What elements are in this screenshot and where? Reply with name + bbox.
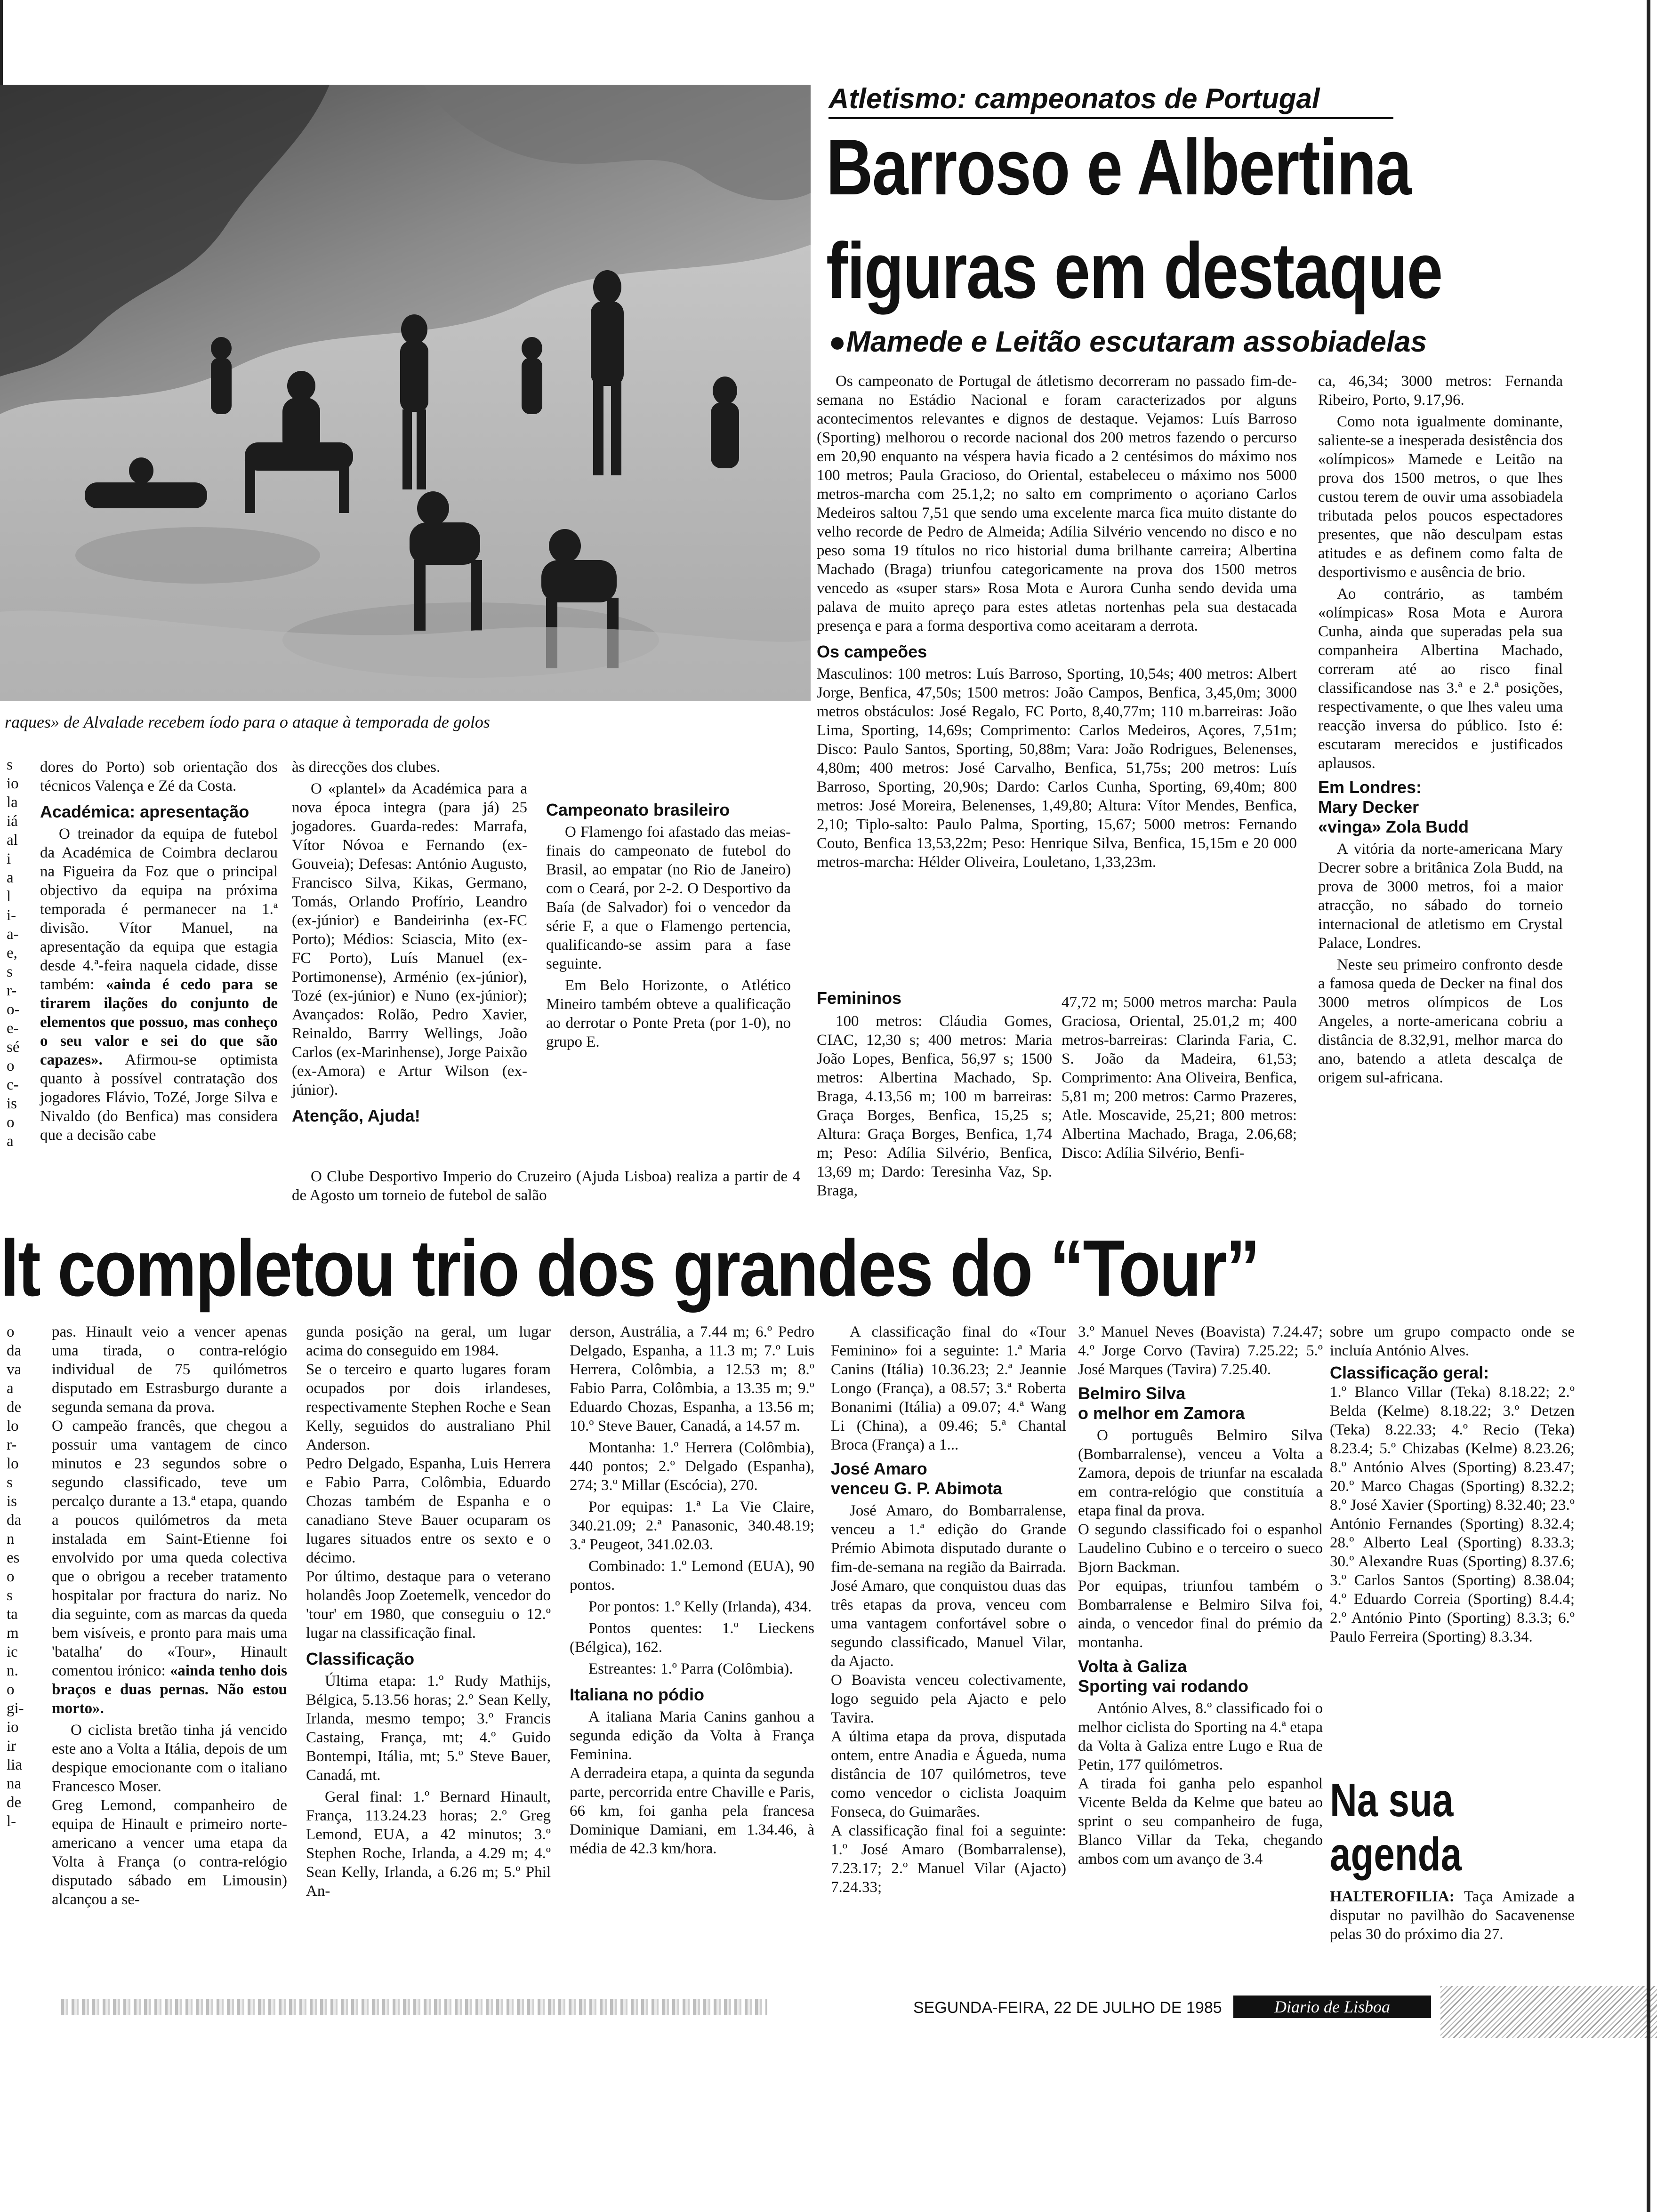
- agenda-heading-1: Na sua: [1330, 1774, 1454, 1827]
- futebol-col3-a: O Flamengo foi afastado das meias-finais do campeonato de futebol do Brasil, ao empatar (no Rio de Janeiro) com o Ceará, por 2-2. O Desportivo da Baía (de Salvador) foi o vencedor da série F, a que o Flamengo pertencia, qualificando-se assim para a fase seguinte.: [546, 824, 791, 972]
- femininos-heading: Femininos: [817, 988, 902, 1008]
- galiza-heading-2: Sporting vai rodando: [1078, 1676, 1249, 1696]
- tour-headline: lt completou trio dos grandes do “Tour”: [0, 1224, 1259, 1313]
- tour-classificacao-heading: Classificação: [306, 1649, 415, 1668]
- galiza-heading-1: Volta à Galiza: [1078, 1657, 1187, 1676]
- tour-col4: [831, 1322, 1066, 1899]
- tour-col1-body: pas. Hinault veio a vencer apenas uma tirada, o contra-relógio individual de 75 quilómetros disputado em Estrasburgo durante a segunda semana da prova. O campeão francês, que chegou a possuir uma vantagem de cinco minutos e 23 segundos sobre o segundo classificado, teve um percalço durante a 13.ª etapa, quando a poucos quilómetros da meta instalada em Saint-Etienne foi envolvido por uma queda colectiva que o obrigou a receber tratamento hospitalar por fractura do nariz. No dia seguinte, com as marcas da queda bem visíveis, e pronto para mais uma 'batalha' do «Tour», Hinault comentou irónico:: [52, 1323, 287, 1679]
- tour-col2-text: gunda posição na geral, um lugar acima do conseguido em 1984. Se o terceiro e quarto lugares foram ocupados por dois irlandeses, respectivamente Stephen Roche e Sean Kelly, seguidos do australiano Phil Anderson. Pedro Delgado, Espanha, Luis Herrera e Fabio Parra, Colômbia, Eduardo Chozas também de Espanha e o canadiano Steve Bauer ocuparam os lugares situados entre os sexto e o décimo. Por último, destaque para o veterano holandês Joop Zoetemelk, vencedor do 'tour' em 1980, que conseguiu o 12.º lugar na classificação final.: [306, 1323, 551, 1642]
- margin-fragment: s: [7, 1587, 13, 1604]
- atencao-heading: Atenção, Ajuda!: [292, 1106, 420, 1125]
- margin-fragment: s: [7, 1474, 13, 1491]
- tour-col5-c: António Alves, 8.º classificado foi o melhor ciclista do Sporting na 4.ª etapa da Volta à Galiza entre Lugo e Rua de Petin, 177 quilómetros. A tirada foi ganha pelo espanhol Vicente Belda da Kelme que bateu ao sprint o seu companheiro de fuga, Blanco Villar da Teka, chegando ambos com um avanço de 3.4: [1078, 1700, 1323, 1867]
- londres-heading-2: Mary Decker: [1318, 797, 1419, 817]
- campeoes-heading: Os campeões: [817, 642, 927, 661]
- tour-col4-b: José Amaro, do Bombarralense, venceu a 1.ª edição do Grande Prémio Abimota disputado durante o fim-de-semana na região da Bairrada. José Amaro, que conquistou duas das três etapas da prova, venceu com uma vantagem confortável sobre o segundo classificado, Manuel Vilar, da Ajacto. O Boavista venceu colectivamente, logo seguido pela Ajacto e pelo Tavira. A última etapa da prova, disputada ontem, entre Anadia e Águeda, numa distância de 107 quilómetros, teve como vencedor o ciclista Joaquim Fonseca, do Guimarães. A classificação final foi a seguinte: 1.º José Amaro (Bombarralense), 7.23.17; 2.º Manuel Vilar (Ajacto) 7.24.33;: [831, 1502, 1066, 1896]
- podio-heading: Italiana no pódio: [570, 1685, 704, 1704]
- tour-col5-a: 3.º Manuel Neves (Boavista) 7.24.47; 4.º Jorge Corvo (Tavira) 7.25.22; 5.º José Marques (Tavira) 7.25.40.: [1078, 1323, 1323, 1378]
- agenda-heading-2: agenda: [1330, 1828, 1462, 1881]
- margin-fragment: e-: [7, 1020, 19, 1037]
- margin-fragment: r-: [7, 1436, 17, 1453]
- margin-fragment: r-: [7, 982, 17, 999]
- margin-fragment: lo: [7, 1418, 19, 1435]
- margin-fragment: n.: [7, 1662, 18, 1679]
- tour-col6-b: 1.º Blanco Villar (Teka) 8.18.22; 2.º Belda (Kelme) 8.18.22; 3.º Detzen (Teka) 8.22.33; 4.º Recio (Teka) 8.23.4; 5.º Chizabas (Kelme) 8.23.26; 8.º António Alves (Sporting) 8.23.47; 20.º Marco Chagas (Sporting) 8.32.2; 8.º José Xavier (Sporting) 8.32.40; 23.º António Fernandes (Sporting) 8.32.4; 28.º Alberto Leal (Sporting) 8.33.3; 30.º Alexandre Ruas (Sporting) 8.37.6; 3.º Carlos Santos (Sporting) 8.38.04; 4.º Eduardo Correia (Sporting) 8.4.4; 2.º António Pinto (Sporting) 8.3.3; 6.º Paulo Ferreira (Sporting) 8.3.34.: [1330, 1384, 1575, 1645]
- margin-fragment: o: [7, 1323, 15, 1340]
- tour-col3: [570, 1322, 814, 1861]
- atletismo-kicker: Atletismo: campeonatos de Portugal: [828, 82, 1393, 119]
- masculinos-results: Masculinos: 100 metros: Luís Barroso, Sporting, 10,54s; 400 metros: Albert Jorge, Benfica, 47,50s; 1500 metros: João Campos, Benfica, 3,45,0m; 3000 metros obstáculos: José Regalo, FC Porto, 8,40,77m; 110 m.barreiras: João Lima, Sporting, 14,69s; Comprimento: Carlos Medeiros, Açores, 7,51m; Disco: Paulo Santos, Sporting, 50,88m; Vara: João Rodrigues, Belenenses, 4,80m; 400 metros: José Carvalho, Benfica, 51,75s; 200 metros: Luís Barroso, Sporting, 20,90s; Dardo: Carlos Cunha, Sporting, 69,40m; 800 metros: José Moreira, Belenenses, 1,49,80; Altura: Vítor Mendes, Benfica, 2,10; Tiplo-salto: Paulo Palma, Sporting, 15,67; 5000 metros: Fernando Couto, Benfica 13,53,22m; Peso: Henrique Silva, Benfica, 15,15m e 20 000 metros-marcha: Hélder Oliveira, Louletano, 1,33,23m.: [817, 665, 1297, 871]
- tour-por-equipas: Por equipas: 1.ª La Vie Claire, 340.21.09; 2.ª Panasonic, 340.48.19; 3.ª Peugeot, 341.02.03.: [570, 1499, 814, 1553]
- atletismo-col3-e: Neste seu primeiro confronto desde a famosa queda de Decker na final dos 3000 metros olímpicos de Los Angeles, a norte-americana cobriu a distância de 8.32,91, melhor marca do ano, batendo a atleta descalça de origem sul-africana.: [1318, 956, 1563, 1086]
- futebol-col3-b: Em Belo Horizonte, o Atlético Mineiro também obteve a qualificação ao derrotar o Ponte Preta (por 1-0), no grupo E.: [546, 977, 791, 1050]
- margin-fragment: da: [7, 1342, 22, 1359]
- atencao-text: O Clube Desportivo Imperio do Cruzeiro (Ajuda Lisboa) realiza a partir de 4 de Agosto um torneio de futebol de salão: [292, 1168, 800, 1204]
- femininos-col-b: [1062, 993, 1297, 1165]
- belmiro-heading-2: o melhor em Zamora: [1078, 1403, 1245, 1423]
- margin-fragment: n: [7, 1531, 15, 1547]
- margin-fragment: al: [7, 832, 18, 849]
- agenda-block: [1330, 1887, 1575, 1947]
- margin-fragment: s: [7, 756, 13, 773]
- futebol-col3: [546, 758, 791, 1054]
- margin-fragment: iá: [7, 813, 18, 830]
- tour-col6: [1330, 1322, 1575, 1649]
- margin-fragment: a: [7, 869, 14, 886]
- margin-fragment: i: [7, 850, 11, 867]
- margin-fragment: is: [7, 1493, 17, 1510]
- tour-col1-b: O ciclista bretão tinha já vencido este ano a Volta a Itália, depois de um despique emocionante com o italiano Francesco Moser. Greg Lemond, companheiro de equipa de Hinault e primeiro norte-americano a vencer uma etapa da Volta à França (o contra-relógio disputado sábado em Limousin) alcançou a se-: [52, 1722, 287, 1908]
- femininos-col-a: [817, 1012, 1052, 1203]
- margin-fragment: io: [7, 1719, 19, 1736]
- tour-ultima-etapa: Última etapa: 1.º Rudy Mathijs, Bélgica, 5.13.56 horas; 2.º Sean Kelly, Irlanda, mesmo tempo; 3.º Francis Castaing, França, mt; 4.º Guido Bontempi, Itália, mt; 5.º Steve Bauer, Canadá, mt.: [306, 1673, 551, 1784]
- futebol-col2-a: às direcções dos clubes.: [292, 759, 441, 776]
- margin-fragment: o-: [7, 1001, 20, 1018]
- tour-pontos-quentes: Pontos quentes: 1.º Lieckens (Bélgica), 162.: [570, 1620, 814, 1656]
- atletismo-headline-line2: figuras em destaque: [826, 226, 1442, 315]
- margin-fragment: o: [7, 1114, 15, 1131]
- femininos-results-a: 100 metros: Cláudia Gomes, CIAC, 12,30 s; 400 metros: Maria João Lopes, Benfica, 56,97 s; 1500 metros: Albertina Machado, Sp. Braga, 4.13,56 m; 100 m barreiras: Graça Borges, Benfica, 15,25 s; Altura: Graça Borges, Benfica, 1,74 m; Peso: Adília Silvério, Benfica, 13,69 m; Dardo: Teresinha Vaz, Sp. Braga,: [817, 1013, 1052, 1199]
- margin-fragment: ta: [7, 1606, 18, 1623]
- margin-fragment: l-: [7, 1813, 16, 1830]
- futebol-col2: [292, 758, 527, 1129]
- atletismo-col3-d: A vitória da norte-americana Mary Decrer sobre a britânica Zola Budd, na prova de 3000 metros, foi a maior atracção, no sábado do torneio internacional de atletismo em Crystal Palace, Londres.: [1318, 841, 1563, 952]
- futebol-col1-a: dores do Porto) sob orientação dos técnicos Valença e Zé da Costa.: [40, 759, 278, 794]
- left-edge-rule: [0, 0, 3, 85]
- margin-fragment: da: [7, 1512, 22, 1529]
- belmiro-heading-1: Belmiro Silva: [1078, 1384, 1186, 1403]
- tour-por-pontos: Por pontos: 1.º Kelly (Irlanda), 434.: [588, 1598, 812, 1615]
- atletismo-subhead: ●Mamede e Leitão escutaram assobiadelas: [828, 326, 1427, 358]
- footer-masthead: Diario de Lisboa: [1233, 1996, 1431, 2018]
- margin-fragment: va: [7, 1361, 22, 1378]
- tour-col1: [52, 1322, 287, 1912]
- geral-heading: Classificação geral:: [1330, 1363, 1489, 1382]
- agenda-body: Taça Amizade a disputar no pavilhão do Sacavenense pelas 30 do próximo dia 27.: [1330, 1888, 1575, 1943]
- margin-fragment: o: [7, 1568, 15, 1585]
- futebol-col1: [40, 758, 278, 1147]
- photo-caption: raques» de Alvalade recebem íodo para o ataque à temporada de golos: [5, 713, 490, 731]
- atletismo-col3-c: Ao contrário, as também «olímpicas» Rosa Mota e Aurora Cunha, ainda que superadas pela sua companheira Albertina Machado, correram até ao risco final classificandose nas 3.ª e 2.ª posições, respectivamente, o que lhes valeu uma reacção inversa do público. Isto é: escutaram merecidos e justificados aplausos.: [1318, 585, 1563, 772]
- futebol-col1-b-text: O treinador da equipa de futebol da Académica de Coimbra declarou na Figueira da Foz que o principal objectivo da equipa na próxima temporada é permanecer na 1.ª divisão. Vítor Manuel, na apresentação da equipa que estagia desde 4.ª-feira naquela cidade, disse também:: [40, 825, 278, 993]
- margin-fragment: sé: [7, 1039, 20, 1056]
- amaro-heading-2: venceu G. P. Abimota: [831, 1479, 1003, 1498]
- footer-noise: [61, 1999, 767, 2015]
- margin-fragment: es: [7, 1549, 20, 1566]
- margin-fragment: ic: [7, 1643, 18, 1660]
- left-margin-lower: [7, 1322, 40, 1831]
- tour-col5: [1078, 1322, 1323, 1871]
- margin-fragment: na: [7, 1775, 22, 1792]
- right-edge-rule: [1647, 0, 1650, 2212]
- margin-fragment: s: [7, 963, 13, 980]
- tour-col2: [306, 1322, 551, 1903]
- academica-quote: «ainda é cedo para se tirarem ilações do conjunto de elementos que possuo, mas conheço o seu valor e sei do que são capazes».: [40, 976, 278, 1068]
- futebol-col2-b: O «plantel» da Académica para a nova época integra (para já) 25 jogadores. Guarda-redes: Marrafa, Vítor Nóvoa e Fernando (ex-Gouveia); Defesas: António Augusto, Francisco Silva, Kikas, Germano, Tomás, Orlando Profírio, Leandro (ex-júnior) e Bandeirinha (ex-FC Porto); Médios: Sciascia, Mito (ex-FC Porto), Luís Manuel (ex-Portimonense), Arménio (ex-júnior), Tozé (ex-júnior) e Nuno (ex-júnior); Avançados: Rolão, Pedro Xavier, Reinaldo, Barrry Wellings, João Carlos (ex-Marinhense), Jorge Paixão (ex-Amora) e Artur Wilson (ex-júnior).: [292, 780, 527, 1098]
- margin-fragment: a-: [7, 926, 19, 943]
- atletismo-col3-b: Como nota igualmente dominante, saliente-se a inesperada desistência dos «olímpicos» Mamede e Leitão na prova dos 1500 metros, o que lhes custou terem de ouvir uma assobiadela tributada pelos poucos espectadores presentes, que não desculpam estas atitudes e as definem como falta de desportivismo e ausência de brio.: [1318, 413, 1563, 581]
- footer-scan-noise: [1440, 1986, 1657, 2038]
- margin-fragment: lia: [7, 1756, 22, 1773]
- tour-col4-a: A classificação final do «Tour Feminino» foi a seguinte: 1.ª Maria Canins (Itália) 10.36.23; 2.ª Jeannie Longo (França), a 08.57; 3.ª Roberta Bonanimi (Itália) a 09.07; 4.ª Wang Li (China), a 09.46; 5.ª Chantal Broca (França) a 1...: [831, 1323, 1066, 1453]
- beach-photo: [0, 85, 811, 701]
- margin-fragment: o: [7, 1681, 15, 1698]
- hinault-quote: «ainda tenho dois braços e duas pernas. Não estou morto».: [52, 1662, 287, 1717]
- tour-col6-a: sobre um grupo compacto onde se incluía António Alves.: [1330, 1323, 1575, 1359]
- margin-fragment: la: [7, 794, 18, 811]
- amaro-heading-1: José Amaro: [831, 1459, 927, 1478]
- academica-heading: Académica: apresentação: [40, 802, 249, 821]
- futebol-col1-b: [40, 825, 278, 1145]
- margin-fragment: de: [7, 1794, 22, 1811]
- atletismo-col3-a: ca, 46,34; 3000 metros: Fernanda Ribeiro, Porto, 9.17,96.: [1318, 373, 1563, 409]
- margin-fragment: l: [7, 888, 11, 905]
- atencao-text-block: [292, 1167, 800, 1208]
- londres-heading-1: Em Londres:: [1318, 777, 1422, 797]
- podio-text: A italiana Maria Canins ganhou a segunda edição da Volta à França Feminina. A derradeira etapa, a quinta da segunda parte, percorrida entre Chaville e Paris, 66 km, foi ganha pela francesa Dominique Damiani, em 1.34.46, à média de 42.3 km/hora.: [570, 1708, 814, 1857]
- margin-fragment: c-: [7, 1076, 19, 1093]
- tour-col5-b: O português Belmiro Silva (Bombarralense), venceu a Volta a Zamora, depois de triunfar na escalada em contra-relógio que constituía a etapa final da prova. O segundo classificado foi o espanhol Laudelino Cubino e o terceiro o sueco Bjorn Backman. Por equipas, triunfou também o Bombarralense e Belmiro Silva foi, ainda, o vencedor final do prémio da montanha.: [1078, 1427, 1323, 1651]
- footer-date: SEGUNDA-FEIRA, 22 DE JULHO DE 1985: [913, 1999, 1222, 2017]
- tour-geral-final: Geral final: 1.º Bernard Hinault, França, 113.24.23 horas; 2.º Greg Lemond, EUA, a 42 minutos; 3.º Stephen Roche, Irlanda, a 4.29 m; 4.º Sean Kelly, Irlanda, a 6.26 m; 5.º Phil An-: [306, 1788, 551, 1899]
- tour-combinado: Combinado: 1.º Lemond (EUA), 90 pontos.: [570, 1558, 814, 1594]
- margin-fragment: gi-: [7, 1700, 24, 1717]
- tour-montanha: Montanha: 1.º Herrera (Colômbia), 440 pontos; 2.º Delgado (Espanha), 274; 3.º Millar (Escócia), 270.: [570, 1439, 814, 1494]
- brasileiro-heading: Campeonato brasileiro: [546, 800, 730, 819]
- photo-image: [0, 85, 811, 701]
- londres-heading-3: «vinga» Zola Budd: [1318, 817, 1469, 836]
- margin-fragment: o: [7, 1058, 15, 1074]
- margin-fragment: a: [7, 1133, 14, 1150]
- futebol-col1-c-text: Afirmou-se optimista quanto à possível contratação dos jogadores Flávio, ToZé, Jorge Silva e Nivaldo (do Benfica) mas considera que a decisão cabe: [40, 1051, 278, 1144]
- atletismo-col3: [1318, 372, 1563, 1090]
- margin-fragment: ir: [7, 1738, 16, 1755]
- margin-fragment: i-: [7, 907, 16, 924]
- margin-fragment: is: [7, 1095, 17, 1112]
- margin-fragment: lo: [7, 1455, 19, 1472]
- atletismo-intro-text: [817, 372, 1297, 874]
- femininos-results-b: 47,72 m; 5000 metros marcha: Paula Graciosa, Oriental, 25.01,2 m; 400 metros-barreiras: Clarinda Faria, C. S. João da Madeira, 61,53; Comprimento: Ana Oliveira, Benfica, 5,81 m; 200 metros: Carmo Prazeres, Atle. Moscavide, 25,21; 800 metros: Albertina Machado, Braga, 2.06,68; Disco: Adília Silvério, Benfi-: [1062, 994, 1297, 1162]
- margin-fragment: de: [7, 1399, 22, 1416]
- margin-fragment: a: [7, 1380, 14, 1397]
- margin-fragment: e,: [7, 945, 17, 962]
- agenda-text: [1330, 1887, 1575, 1944]
- atletismo-intro-paragraph: Os campeonato de Portugal de átletismo decorreram no passado fim-de-semana no Estádio Nacional e foram caracterizados por alguns acontecimentos relevantes e dignos de destaque. Vejamos: Luís Barroso (Sporting) melhorou o recorde nacional dos 200 metros fazendo o percurso em 20,90 enquanto na véspera havia ficado a 2 centésimos do máximo nos 100 metros; Paula Gracioso, do Oriental, estabeleceu o máximo nos 5000 metros-marcha com 25.1,2; no salto em comprimento o açoriano Carlos Medeiros saltou 7,51 que sendo uma excelente marca fica muito distante do velho recorde de Pedro de Almeida; Adília Silvério vencendo no disco e no peso soma 19 títulos no rico historial duma brilhante carreira; Albertina Machado (Braga) triunfou categoricamente na prova dos 1500 metros vencedo as «super stars» Rosa Mota e Aurora Cunha sendo devida uma palava de muito apreço para estes atletas nortenhas pela sua destacada presença e para a forma desportiva como aceitaram a derrota.: [817, 373, 1297, 634]
- tour-estreantes: Estreantes: 1.º Parra (Colômbia).: [588, 1660, 793, 1677]
- margin-fragment: io: [7, 775, 19, 792]
- margin-fragment: m: [7, 1625, 19, 1642]
- agenda-label: HALTEROFILIA:: [1330, 1888, 1455, 1905]
- tour-col3-text: derson, Austrália, a 7.44 m; 6.º Pedro Delgado, Espanha, a 11.3 m; 7.º Luis Herrera, Colômbia, a 12.53 m; 8.º Fabio Parra, Colômbia, a 13.35 m; 9.º Eduardo Chozas, Espanha, a 13.56 m; 10.º Steve Bauer, Canadá, a 14.57 m.: [570, 1323, 814, 1435]
- atletismo-headline-line1: Barroso e Albertina: [826, 123, 1411, 211]
- tour-col1-text: [52, 1322, 287, 1718]
- left-margin-upper: [7, 755, 35, 1151]
